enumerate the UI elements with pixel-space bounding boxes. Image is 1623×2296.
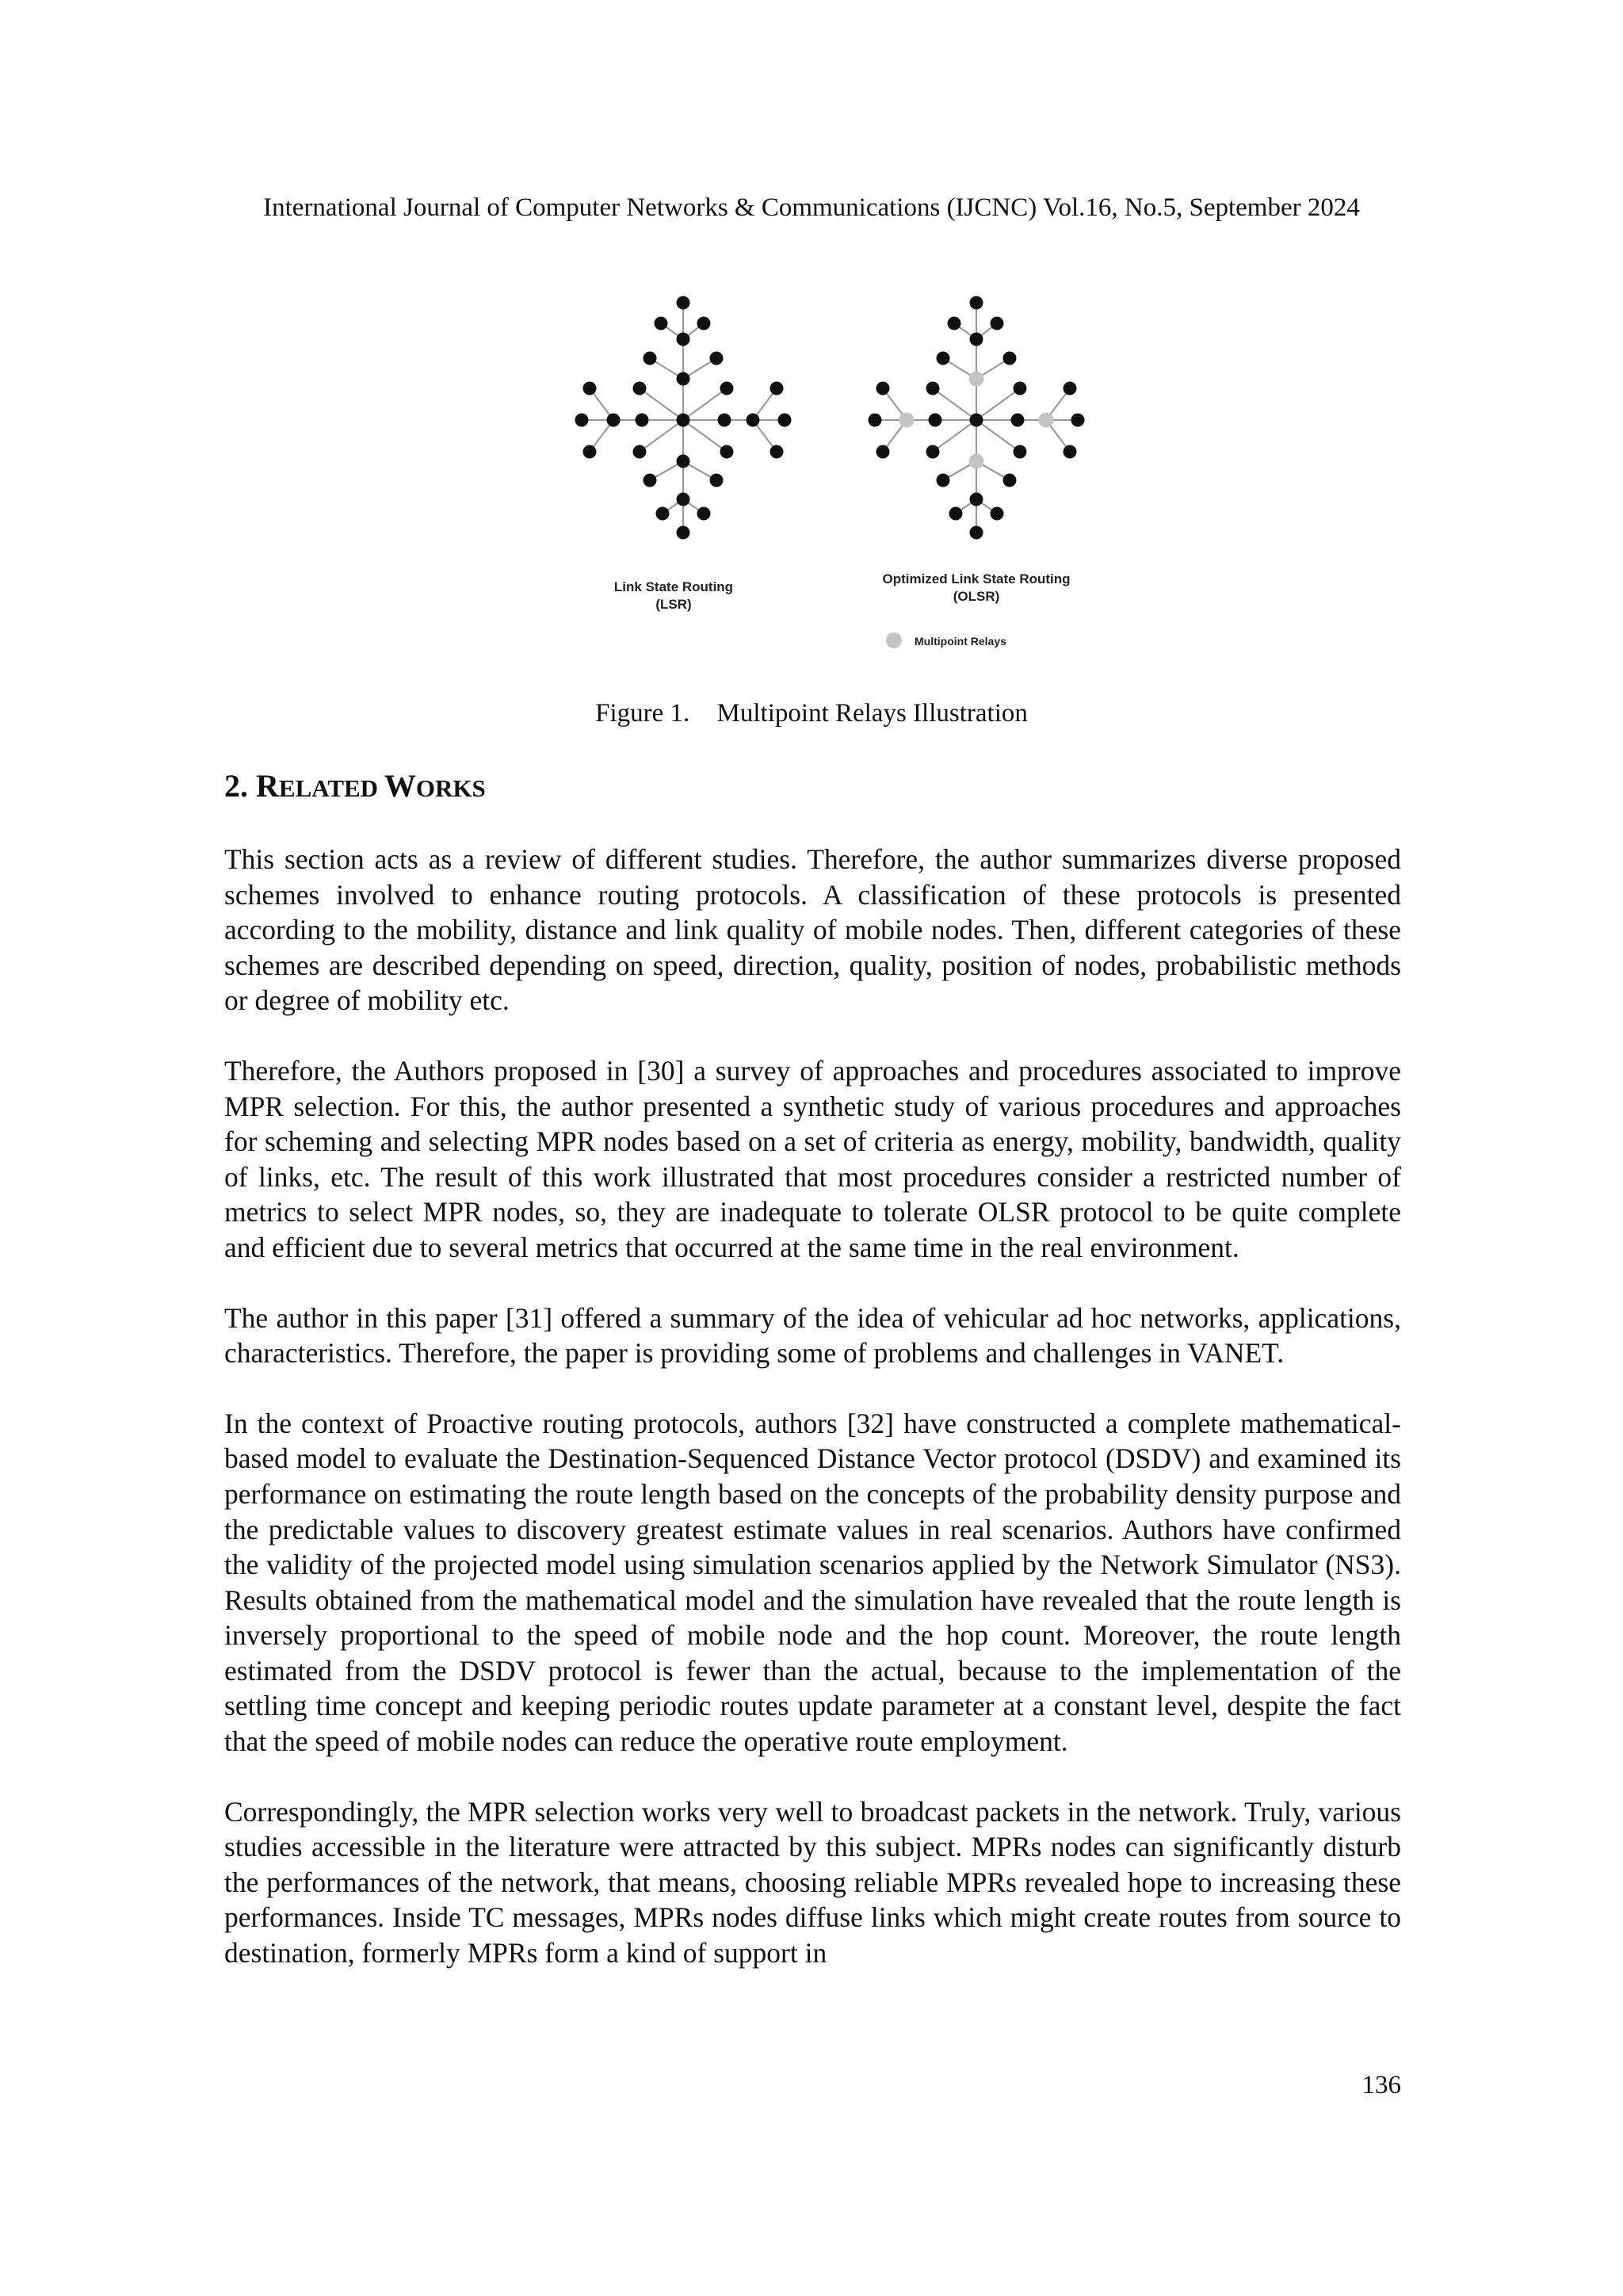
lsr-node (718, 414, 731, 427)
figure-caption (0, 699, 1623, 728)
olsr-mpr-node (969, 372, 984, 387)
lsr-label-line1: Link State Routing (613, 579, 734, 594)
section-title-elated: ELATED (278, 774, 384, 802)
section-heading (224, 767, 486, 804)
olsr-mpr-node (1039, 413, 1054, 428)
lsr-node (720, 445, 734, 459)
lsr-node (656, 507, 670, 521)
paragraph: Correspondingly, the MPR selection works very well to broadcast packets in the network. Truly, various studies accessible in the literature were attracted by this subject. MPRs nodes can significantly disturb the performances of the network, that means, choosing reliable MPRs revealed hope to increasing these performances. Inside TC messages, MPRs nodes diffuse links which might create routes from source to destination, formerly MPRs form a kind of support in (224, 1795, 1401, 1969)
lsr-node (677, 414, 690, 427)
olsr-node (1064, 382, 1077, 395)
olsr-node (937, 352, 950, 365)
lsr-node (677, 296, 690, 310)
caption-number: Figure 1. (595, 699, 690, 728)
olsr-node (970, 333, 983, 346)
olsr-label-line2: (OLSR) (953, 589, 1000, 604)
lsr-node (770, 382, 784, 395)
olsr-mpr-node (899, 413, 915, 428)
lsr-node (677, 333, 690, 346)
olsr-node (970, 493, 983, 506)
lsr-node (643, 474, 657, 487)
olsr-node (970, 526, 983, 540)
olsr-nodes (869, 296, 1085, 540)
page-number: 136 (1361, 2071, 1401, 2099)
lsr-node (677, 372, 690, 386)
lsr-node (583, 382, 597, 395)
olsr-node (1011, 414, 1025, 427)
running-header: International Journal of Computer Networks & Communications (IJCNC) Vol.16, No.5, September 2024 (263, 193, 1360, 222)
olsr-node (948, 317, 961, 330)
legend-label: Multipoint Relays (915, 635, 1006, 648)
lsr-node (697, 507, 711, 521)
olsr-label-line1: Optimized Link State Routing (882, 571, 1071, 586)
lsr-node (636, 414, 649, 427)
lsr-node (655, 317, 668, 330)
lsr-node (778, 414, 792, 427)
olsr-node (1014, 382, 1027, 395)
lsr-node (633, 445, 647, 459)
lsr-node (720, 382, 734, 395)
lsr-node (747, 414, 760, 427)
olsr-node (991, 507, 1004, 521)
lsr-node (677, 526, 690, 540)
section-title-r: R (256, 768, 279, 804)
lsr-node (710, 352, 724, 365)
olsr-node (869, 414, 882, 427)
olsr-node (1003, 352, 1017, 365)
paragraph: In the context of Proactive routing protocols, authors [32] have constructed a complete mathematical-based model to evaluate the Destination-Sequenced Distance Vector protocol (DSDV) and examined its performance on estimating the route length based on the concepts of the probability density purpose and the predictable values to discovery greatest estimate values in real scenarios. Authors have confirmed the validity of the projected model using simulation scenarios applied by the Network Simulator (NS3). Results obtained from the mathematical model and the simulation have revealed that the route length is inversely proportional to the speed of mobile node and the hop count. Moreover, the route length estimated from the DSDV protocol is fewer than the actual, because to the implementation of the settling time concept and keeping periodic routes update parameter at a constant level, despite the fact that the speed of mobile nodes can reduce the operative route employment. (224, 1407, 1401, 1758)
olsr-mpr-node (969, 454, 984, 469)
legend-mpr-swatch (886, 632, 902, 648)
olsr-node (1064, 445, 1077, 459)
olsr-node (949, 507, 963, 521)
paragraph: The author in this paper [31] offered a summary of the idea of vehicular ad hoc networks, applications, characteristics. Therefore, the paper is providing some of problems and challenges in VANET. (224, 1301, 1401, 1370)
olsr-node (876, 382, 890, 395)
section-title-w: W (384, 768, 416, 804)
lsr-node (697, 317, 711, 330)
lsr-node (633, 382, 647, 395)
olsr-node (937, 474, 950, 487)
olsr-node (970, 296, 983, 310)
olsr-node (1014, 445, 1027, 459)
lsr-node (643, 352, 657, 365)
section-title-orks: ORKS (415, 774, 486, 802)
lsr-node (677, 455, 690, 468)
network-diagram (547, 262, 1117, 658)
olsr-node (991, 317, 1004, 330)
lsr-node (677, 493, 690, 506)
paragraph: Therefore, the Authors proposed in [30] a survey of approaches and procedures associated to improve MPR selection. For this, the author presented a synthetic study of various procedures and approaches for scheming and selecting MPR nodes based on a set of criteria as energy, mobility, bandwidth, quality of links, etc. The result of this work illustrated that most procedures consider a restricted number of metrics to select MPR nodes, so, they are inadequate to tolerate OLSR protocol to be quite complete and efficient due to several metrics that occurred at the same time in the real environment. (224, 1054, 1401, 1263)
olsr-node (1003, 474, 1017, 487)
olsr-node (1071, 414, 1085, 427)
olsr-node (970, 414, 983, 427)
olsr-node (926, 382, 940, 395)
lsr-nodes (575, 296, 792, 540)
section-body (224, 842, 1401, 2006)
lsr-node (583, 445, 597, 459)
olsr-node (929, 414, 942, 427)
lsr-node (607, 414, 621, 427)
caption-text: Multipoint Relays Illustration (716, 699, 1028, 728)
figure-multipoint-relays (547, 262, 1117, 658)
lsr-node (710, 474, 724, 487)
olsr-node (876, 445, 890, 459)
lsr-label-line2: (LSR) (655, 597, 692, 612)
olsr-node (926, 445, 940, 459)
lsr-node (575, 414, 589, 427)
lsr-node (770, 445, 784, 459)
section-number: 2. (224, 768, 248, 804)
paragraph: This section acts as a review of different studies. Therefore, the author summarizes diverse proposed schemes involved to enhance routing protocols. A classification of these protocols is presented according to the mobility, distance and link quality of mobile nodes. Then, different categories of these schemes are described depending on speed, direction, quality, position of nodes, probabilistic methods or degree of mobility etc. (224, 843, 1401, 1017)
